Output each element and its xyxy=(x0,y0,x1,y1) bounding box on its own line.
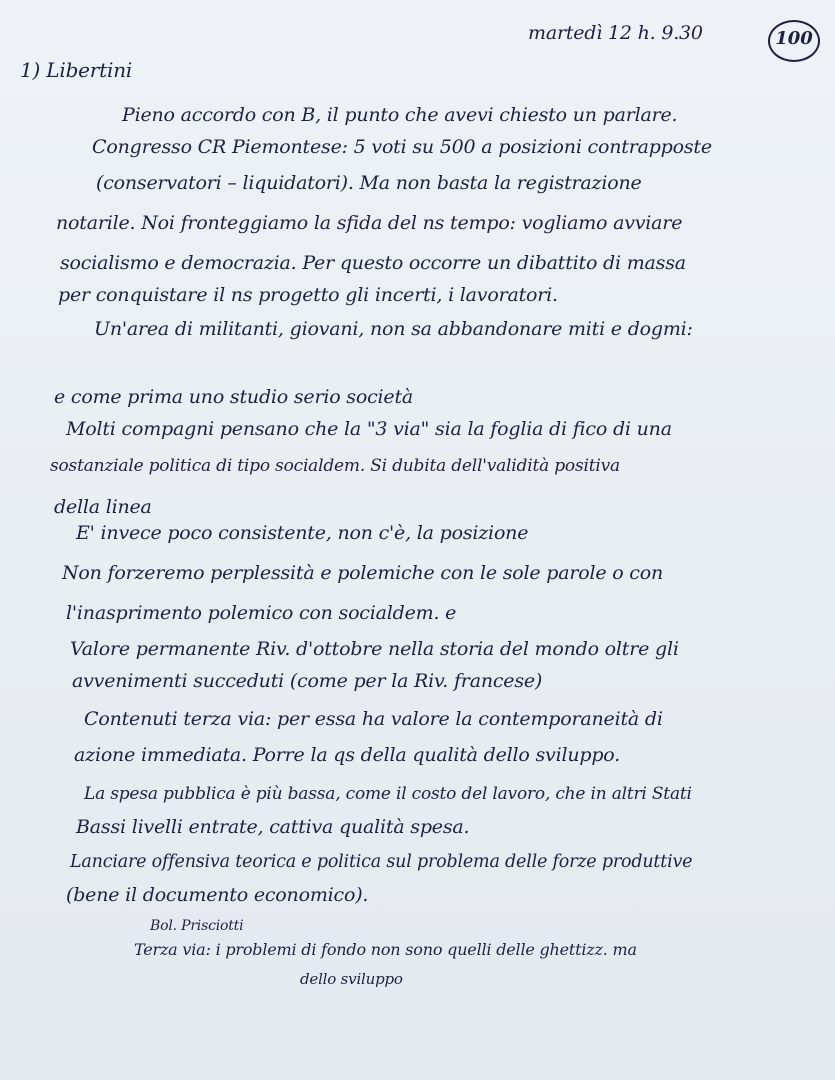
final-line: Terza via: i problemi di fondo non sono quelli delle ghettizz. ma xyxy=(134,940,637,959)
text-line: azione immediata. Porre la qs della qualità dello sviluppo. xyxy=(74,744,621,766)
final-line: dello sviluppo xyxy=(300,970,403,988)
text-line: (bene il documento economico). xyxy=(66,884,369,906)
header-date: martedì 12 h. 9.30 xyxy=(528,22,703,44)
page-number-circle xyxy=(768,20,820,62)
section-title: 1) Libertini xyxy=(20,58,133,82)
text-line: socialismo e democrazia. Per questo occorre un dibattito di massa xyxy=(60,252,686,274)
text-line: notarile. Noi fronteggiamo la sfida del ns tempo: vogliamo avviare xyxy=(56,212,683,234)
text-line: per conquistare il ns progetto gli incerti, i lavoratori. xyxy=(58,284,558,306)
text-line: Congresso CR Piemontese: 5 voti su 500 a posizioni contrapposte xyxy=(92,136,712,158)
text-line: della linea xyxy=(54,496,152,518)
text-line: Non forzeremo perplessità e polemiche con le sole parole o con xyxy=(62,562,664,584)
text-line: Contenuti terza via: per essa ha valore la contemporaneità di xyxy=(84,708,663,730)
text-line: l'inasprimento polemico con socialdem. e xyxy=(66,602,457,624)
text-line: sostanziale politica di tipo socialdem. Si dubita dell'validità positiva xyxy=(50,456,620,476)
text-line: Bassi livelli entrate, cattiva qualità spesa. xyxy=(76,816,470,838)
text-line: Valore permanente Riv. d'ottobre nella storia del mondo oltre gli xyxy=(70,638,679,660)
text-line: Pieno accordo con B, il punto che avevi chiesto un parlare. xyxy=(122,104,678,126)
text-line: e come prima uno studio serio società xyxy=(54,386,414,408)
text-line: Un'area di militanti, giovani, non sa abbandonare miti e dogmi: xyxy=(94,318,693,340)
text-line: Molti compagni pensano che la "3 via" sia la foglia di fico di una xyxy=(66,418,672,440)
text-line: avvenimenti succeduti (come per la Riv. francese) xyxy=(72,670,543,692)
annotation: Bol. Prisciotti xyxy=(150,918,244,934)
text-line: Lanciare offensiva teorica e politica sul problema delle forze produttive xyxy=(70,852,693,872)
text-line: E' invece poco consistente, non c'è, la posizione xyxy=(76,522,529,544)
text-line: La spesa pubblica è più bassa, come il costo del lavoro, che in altri Stati xyxy=(84,784,692,804)
page-number: 100 xyxy=(775,28,813,49)
text-line: (conservatori – liquidatori). Ma non basta la registrazione xyxy=(96,172,642,194)
